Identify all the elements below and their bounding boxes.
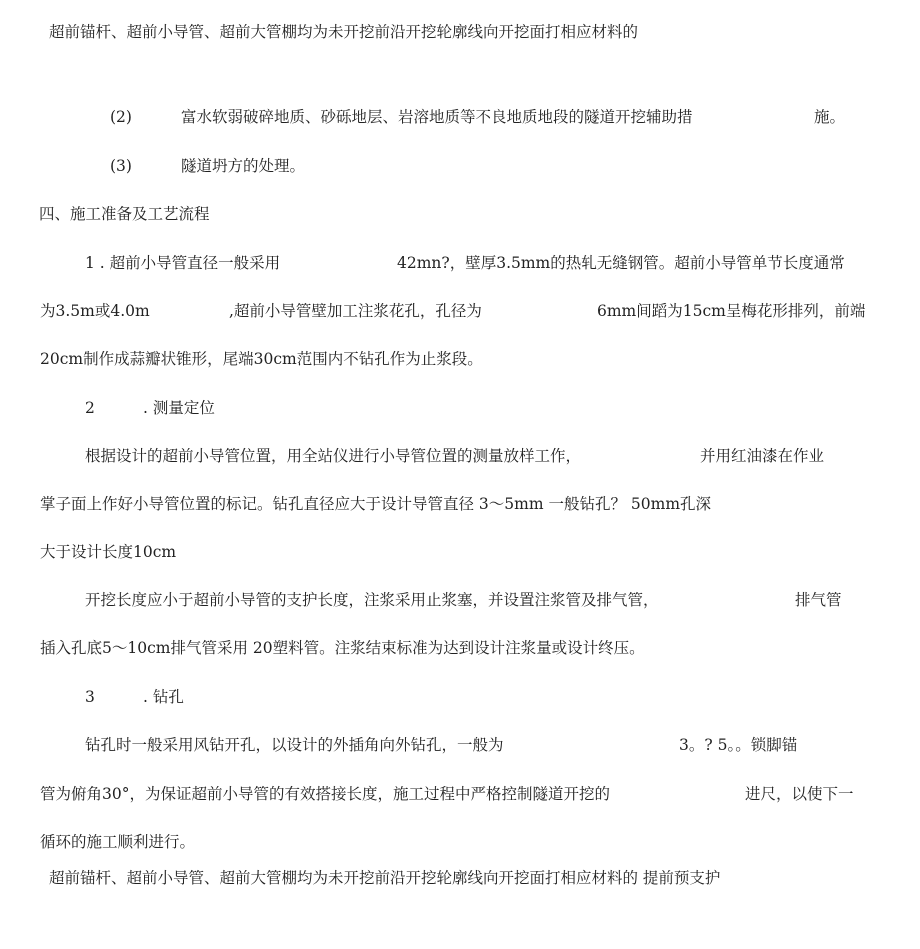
text-segment: 并用红油漆在作业 [700,447,825,465]
paragraph-line: 循环的施工顺利进行。 [40,833,196,851]
paragraph-line [0,445,920,467]
text-segment: 3。? 5。。锁脚锚 [679,736,798,754]
text-segment: 进尺，以使下一 [745,785,854,803]
paragraph-line: 掌子面上作好小导管位置的标记。钻孔直径应大于设计导管直径 3〜5mm 一般钻孔？ 50mm孔深 [40,495,712,513]
text-segment: 钻孔时一般采用风钻开孔，以设计的外插角向外钻孔，一般为 [85,736,504,754]
text-segment: 管为俯角30°，为保证超前小导管的有效搭接长度，施工过程中严格控制隧道开挖的 [40,785,610,803]
paragraph-line [0,734,920,756]
paragraph-line [0,252,920,274]
list-number: (2) [110,108,132,126]
subheading-title: . 测量定位 [143,399,215,417]
text-segment: 开挖长度应小于超前小导管的支护长度，注浆采用止浆塞，并设置注浆管及排气管， [85,591,659,609]
subheading-3 [0,686,920,708]
text-segment: 6mm间蹈为15cm呈梅花形排列，前端 [597,302,866,320]
subheading-number: 3 [85,688,95,706]
text-segment: 为3.5m或4.0m [40,302,150,320]
text-segment: 根据设计的超前小导管位置，用全站仪进行小导管位置的测量放样工作， [85,447,582,465]
paragraph-line: 插入孔底5〜10cm排气管采用 20塑料管。注浆结束标准为达到设计注浆量或设计终压。 [40,639,645,657]
list-item-3 [0,155,920,177]
paragraph-line [0,589,920,611]
paragraph-line [0,783,920,805]
subheading-title: . 钻孔 [143,688,184,706]
paragraph-line: 20cm制作成蒜瓣状锥形，尾端30cm范围内不钻孔作为止浆段。 [40,350,483,368]
section-heading: 四、施工准备及工艺流程 [39,205,210,223]
text-segment: ,超前小导管壁加工注浆花孔，孔径为 [229,302,482,320]
list-number: (3) [110,157,132,175]
text-segment: 1 . 超前小导管直径一般采用 [85,254,281,272]
text-segment: 42mn?，壁厚3.5mm的热轧无缝钢管。超前小导管单节长度通常 [397,254,845,272]
list-text-end: 施。 [814,108,846,126]
subheading-2 [0,397,920,419]
text-segment: 排气管 [795,591,842,609]
paragraph-line [0,300,920,322]
list-text: 隧道坍方的处理。 [181,157,306,175]
list-text: 富水软弱破碎地质、砂砾地层、岩溶地质等不良地质地段的隧道开挖辅助措 [181,108,693,126]
text-line-outro: 超前锚杆、超前小导管、超前大管棚均为未开挖前沿开挖轮廓线向开挖面打相应材料的 提前预支护 [49,869,721,887]
subheading-number: 2 [85,399,95,417]
text-line-intro: 超前锚杆、超前小导管、超前大管棚均为未开挖前沿开挖轮廓线向开挖面打相应材料的 [49,23,639,41]
paragraph-line: 大于设计长度10cm [40,543,177,561]
list-item-2 [0,106,920,128]
